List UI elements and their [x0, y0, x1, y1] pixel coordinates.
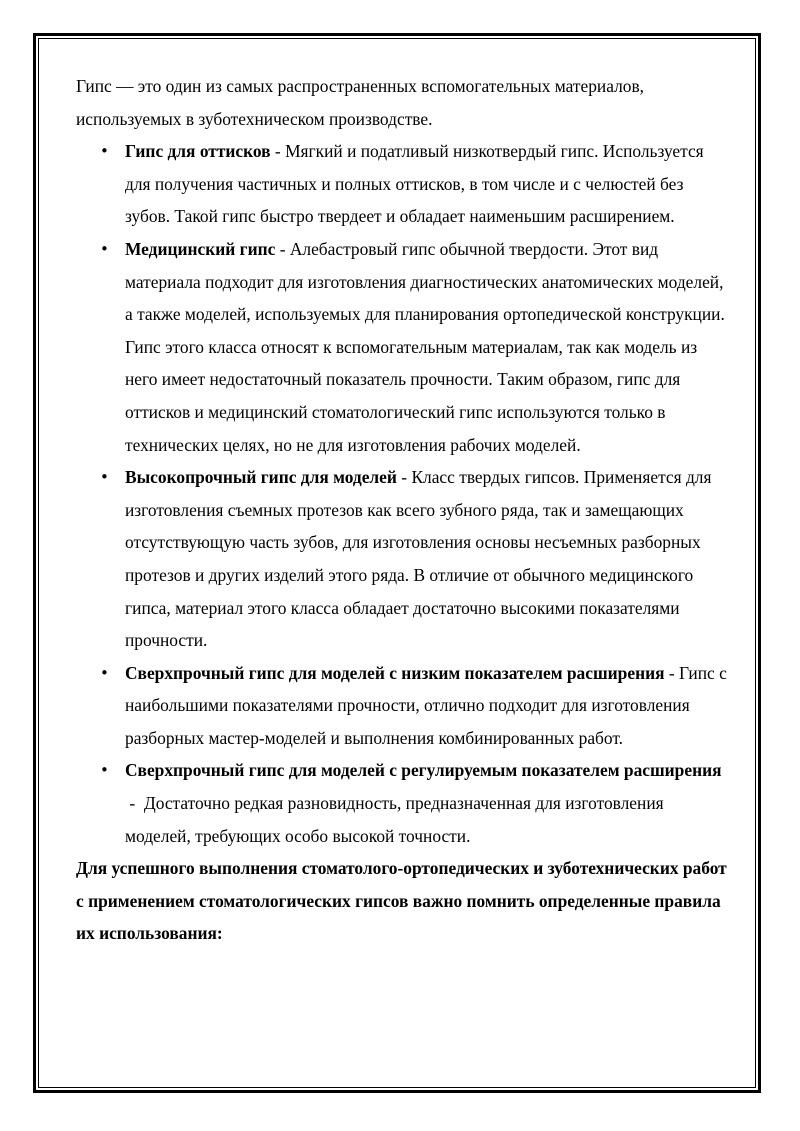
bullet-icon: • — [100, 761, 109, 780]
bullet-icon: • — [100, 142, 109, 161]
list-item — [76, 657, 732, 755]
item-term: Сверхпрочный гипс для моделей с низким показателем расширения — [125, 662, 665, 683]
item-term: Сверхпрочный гипс для моделей с регулируемым показателем расширения — [125, 760, 722, 781]
item-description: Мягкий и податливый низкотвердый гипс. Используется для получения частичных и полных оттисков, в том числе и с челюстей без зубов. Такой гипс быстро твердеет и обладает наименьшим расширением. — [125, 141, 704, 227]
item-separator: - — [270, 141, 286, 162]
item-separator: - — [275, 238, 290, 259]
item-term: Медицинский гипс — [125, 238, 276, 259]
item-description: Алебастровый гипс обычной твердости. Этот вид материала подходит для изготовления диагностических анатомических моделей, а также моделей, используемых для планирования ортопедической конструкции. Гипс этого класса относят к вспомогательным материалам, так как модель из него имеет недостаточный показатель прочности. Таким образом, гипс для оттисков и медицинский стоматологический гипс используются только в технических целях, но не для изготовления рабочих моделей. — [125, 238, 725, 455]
closing-paragraph: Для успешного выполнения стоматолого-ортопедических и зуботехнических работ с применением стоматологических гипсов важно помнить определенные правила их использования: — [76, 858, 727, 944]
list-item — [76, 233, 732, 461]
list-item — [76, 461, 732, 657]
item-separator: - — [664, 662, 680, 683]
list-item — [76, 754, 732, 852]
item-description: Гипс с наибольшими показателями прочности, отлично подходит для изготовления разборных мастер-моделей и выполнения комбинированных работ. — [125, 662, 727, 748]
gypsum-types-list — [76, 135, 732, 852]
document-body — [76, 70, 732, 950]
bullet-icon: • — [100, 239, 109, 258]
item-separator: - — [125, 793, 144, 814]
list-item — [76, 135, 732, 233]
item-description: Класс твердых гипсов. Применяется для изготовления съемных протезов как всего зубного ряда, так и замещающих отсутствующую часть зубов, для изготовления основы несъемных разборных протезов и других изделий этого ряда. В отличие от обычного медицинского гипса, материал этого класса обладает достаточно высокими показателями прочности. — [125, 467, 712, 651]
item-term: Высокопрочный гипс для моделей — [125, 467, 397, 488]
intro-paragraph: Гипс — это один из самых распространенных вспомогательных материалов, используемых в зуботехническом производстве. — [76, 76, 645, 129]
bullet-icon: • — [100, 468, 109, 487]
item-description: Достаточно редкая разновидность, предназначенная для изготовления моделей, требующих особо высокой точности. — [125, 793, 664, 846]
item-term: Гипс для оттисков — [125, 141, 271, 162]
bullet-icon: • — [100, 663, 109, 682]
item-separator: - — [396, 467, 412, 488]
